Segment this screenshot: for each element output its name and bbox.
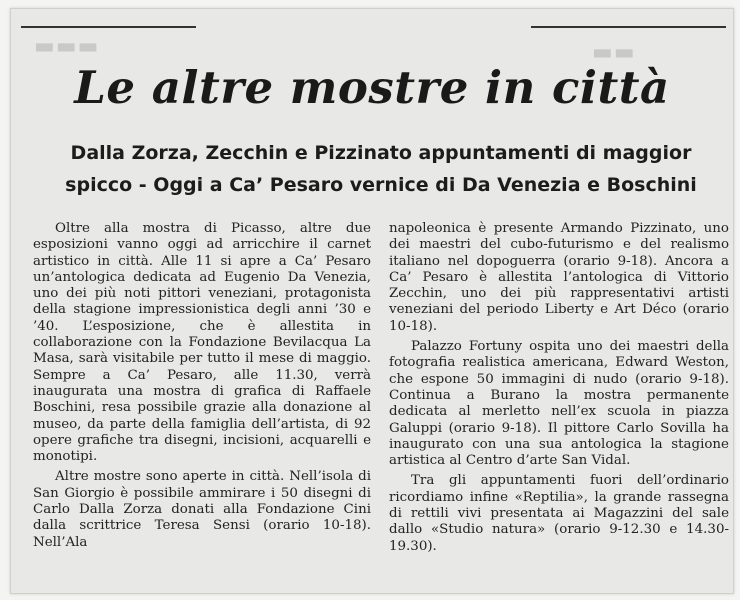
top-rule-left <box>21 26 196 28</box>
paragraph: Oltre alla mostra di Picasso, altre due esposizioni vanno oggi ad arricchire il carnet artistico in città. Alle 11 si apre a Ca’ Pesaro un’antologica dedicata ad Eugenio Da Venezia, uno dei più noti pittori veneziani, protagonista della stagione impressionistica degli anni ’30 e ’40. L’esposizione, che è allestita in collaborazione con la Fondazione Bevilacqua La Masa, sarà visitabile per tutto il mese di maggio. Sempre a Ca’ Pesaro, alle 11.30, verrà inaugurata una mostra di grafica di Raffaele Boschini, resa possibile grazie alla donazione al museo, da parte della famiglia dell’artista, di 92 opere grafiche tra disegni, incisioni, acquarelli e monotipi. <box>33 221 371 465</box>
bleed-through-ghost: ▬▬ <box>591 39 635 65</box>
paragraph: Altre mostre sono aperte in città. Nell’isola di San Giorgio è possibile ammirare i 50 disegni di Carlo Dalla Zorza donati alla Fondazione Cini dalla scrittrice Teresa Sensi (orario 10-18). Nell’Ala <box>33 469 371 550</box>
newspaper-clipping <box>10 8 734 594</box>
paragraph: Tra gli appuntamenti fuori dell’ordinario ricordiamo infine «Reptilia», la grande rassegna di rettili vivi presentata ai Magazzini del sale dallo «Studio natura» (orario 9-12.30 e 14.30-19.30). <box>389 473 729 554</box>
headline: Le altre mostre in città <box>74 61 670 114</box>
paragraph: napoleonica è presente Armando Pizzinato, uno dei maestri del cubo-futurismo e del realismo italiano nel dopoguerra (orario 9-18). Ancora a Ca’ Pesaro è allestita l’antologica di Vittorio Zecchin, uno dei più rappresentativi artisti veneziani del periodo Liberty e Art Déco (orario 10-18). <box>389 221 729 334</box>
top-rule-right <box>531 26 726 28</box>
paragraph: Palazzo Fortuny ospita uno dei maestri della fotografia realistica americana, Edward Weston, che espone 50 immagini di nudo (orario 9-18). Continua a Burano la mostra permanente dedicata al merletto nell’ex scuola in piazza Galuppi (orario 9-18). Il pittore Carlo Sovilla ha inaugurato con una sua antologica la stagione artistica al Centro d’arte San Vidal. <box>389 339 729 469</box>
left-column <box>33 221 371 551</box>
bleed-through-ghost: ▬▬▬ <box>33 33 99 59</box>
right-column <box>389 221 729 555</box>
subtitle: Dalla Zorza, Zecchin e Pizzinato appuntamenti di maggior spicco - Oggi a Ca’ Pesaro vernice di Da Venezia e Boschini <box>65 142 697 196</box>
